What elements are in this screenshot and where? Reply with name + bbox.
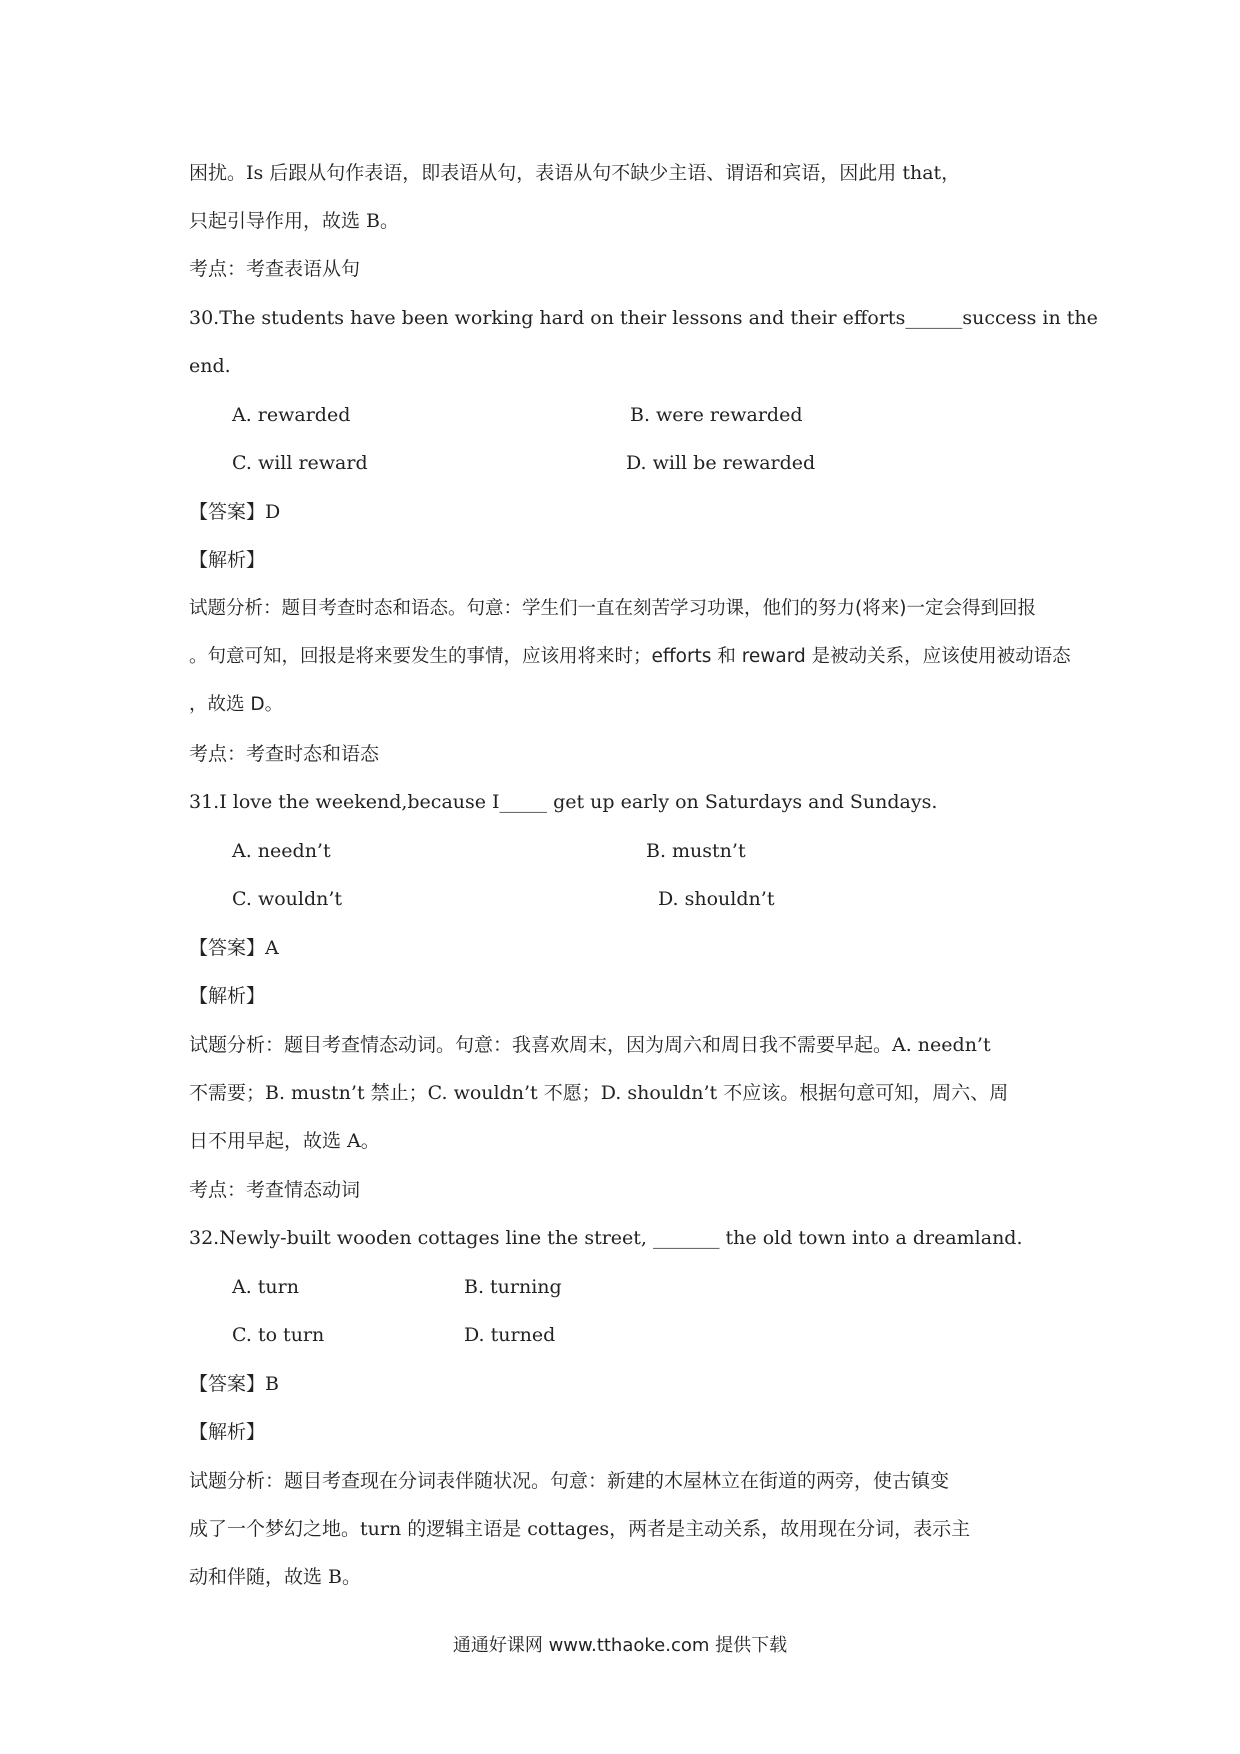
q30-option-c: C. will reward (232, 452, 368, 474)
q30-option-b: B. were rewarded (630, 404, 803, 426)
q30-stem-line-2: end. (189, 355, 231, 377)
q32-option-c: C. to turn (232, 1324, 325, 1346)
q30-analysis-line-2: 。句意可知，回报是将来要发生的事情，应该用将来时；efforts 和 reward 是被动关系，应该使用被动语态 (189, 646, 1071, 667)
q30-stem-part-b: success in the (962, 307, 1098, 329)
q31-point: 考点：考查情态动词 (189, 1179, 361, 1201)
q31-stem: 31.I love the weekend,because I_____ get up early on Saturdays and Sundays. (189, 791, 938, 813)
q32-analysis-label: 【解析】 (189, 1421, 266, 1443)
q31-analysis-line-2: 不需要；B. mustn’t 禁止；C. wouldn’t 不愿；D. shouldn’t 不应该。根据句意可知，周六、周 (189, 1082, 1009, 1104)
q32-analysis-line-1: 试题分析：题目考查现在分词表伴随状况。句意：新建的木屋林立在街道的两旁，使古镇变 (189, 1470, 950, 1492)
page-footer: 通通好课网 www.tthaoke.com 提供下载 (452, 1635, 788, 1656)
q32-analysis-line-3: 动和伴随，故选 B。 (189, 1566, 362, 1588)
intro-line-2: 只起引导作用，故选 B。 (189, 210, 400, 232)
q32-analysis-line-2: 成了一个梦幻之地。turn 的逻辑主语是 cottages，两者是主动关系，故用现在分词，表示主 (189, 1518, 971, 1540)
q31-analysis-label: 【解析】 (189, 985, 266, 1007)
q30-stem-line-1 (189, 305, 1098, 331)
q31-option-b: B. mustn’t (646, 840, 746, 862)
q30-stem-part-a: 30.The students have been working hard on their lessons and their efforts______ (189, 307, 963, 329)
q31-option-c: C. wouldn’t (232, 888, 343, 910)
intro-line-1: 困扰。Is 后跟从句作表语，即表语从句，表语从句不缺少主语、谓语和宾语，因此用 that， (189, 162, 961, 184)
q31-analysis-line-3: 日不用早起，故选 A。 (189, 1130, 380, 1152)
q31-answer: 【答案】A (189, 937, 279, 959)
q30-point: 考点：考查时态和语态 (189, 743, 380, 765)
q30-option-d: D. will be rewarded (626, 452, 816, 474)
q30-answer: 【答案】D (189, 501, 281, 523)
q31-option-d: D. shouldn’t (658, 888, 775, 910)
intro-point: 考点：考查表语从句 (189, 258, 361, 280)
q32-option-d: D. turned (464, 1324, 556, 1346)
q31-analysis-line-1: 试题分析：题目考查情态动词。句意：我喜欢周末，因为周六和周日我不需要早起。A. needn’t (189, 1034, 991, 1056)
q32-option-b: B. turning (464, 1276, 562, 1298)
q30-analysis-line-1: 试题分析：题目考查时态和语态。句意：学生们一直在刻苦学习功课，他们的努力(将来)一定会得到回报 (189, 598, 1036, 619)
q30-option-a: A. rewarded (232, 404, 351, 426)
q30-analysis-label: 【解析】 (189, 549, 266, 571)
q30-analysis-line-3: ，故选 D。 (189, 694, 284, 715)
q32-stem: 32.Newly-built wooden cottages line the street, _______ the old town into a dreamland. (189, 1227, 1023, 1249)
q32-answer: 【答案】B (189, 1373, 279, 1395)
q32-option-a: A. turn (232, 1276, 299, 1298)
q31-option-a: A. needn’t (232, 840, 331, 862)
